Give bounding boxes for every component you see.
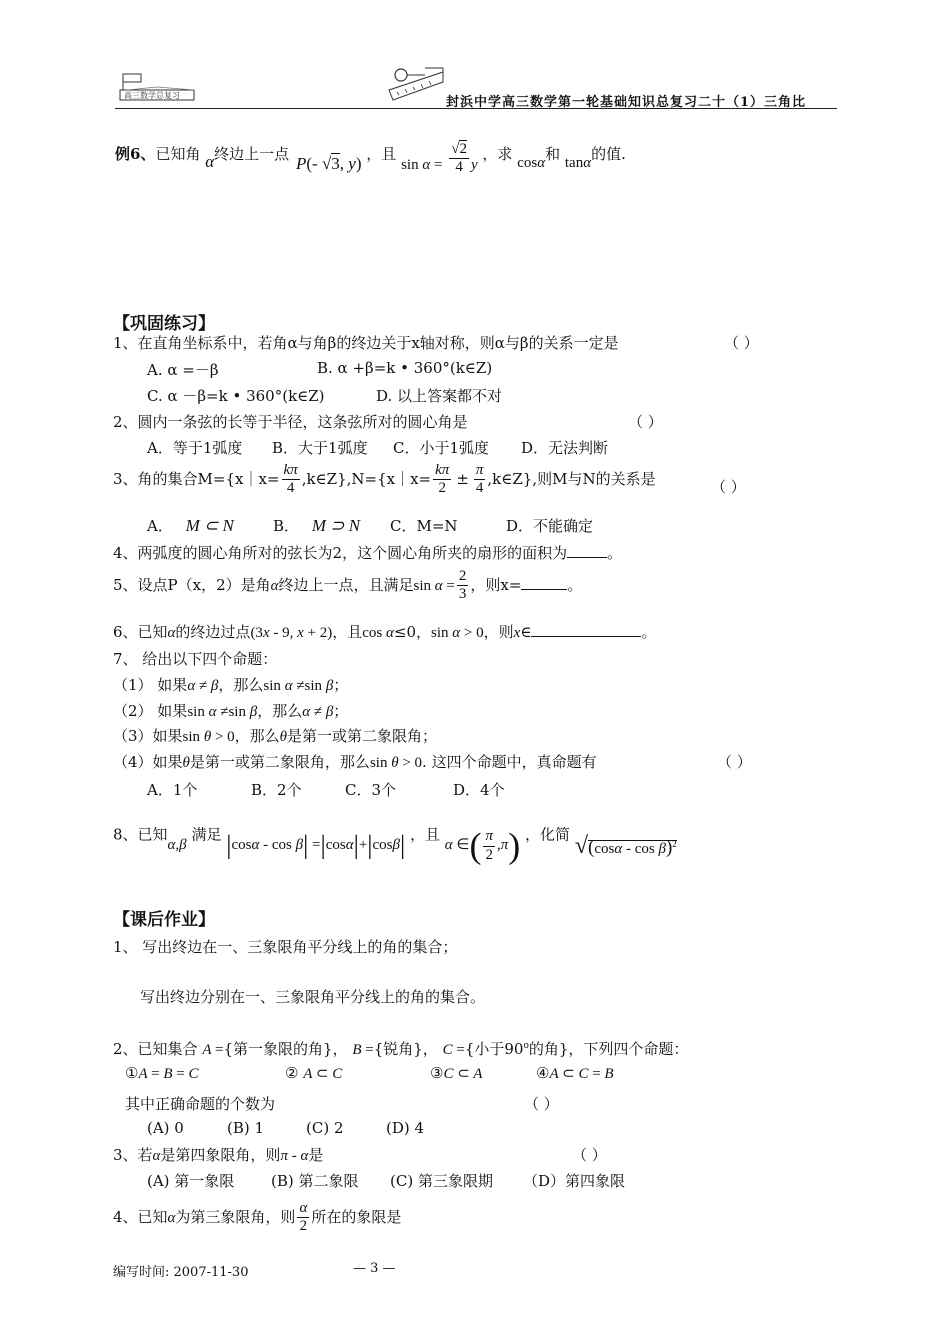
answer-blank[interactable] <box>521 575 567 590</box>
homework-q4: 4、已知α为第三象限角，则 $\frac{\alpha}{2}$ 所在的象限是 <box>113 1200 402 1235</box>
answer-blank[interactable] <box>567 543 607 558</box>
homework-q2-stem: 2、已知集合 A ={第一象限的角}， B ={锐角}， C ={小于90$^o$的角}，下列四个命题： <box>113 1040 689 1058</box>
hw-q2-option-2: ② A ⊂ C <box>285 1064 343 1082</box>
q7-proposition-4: （4）如果θ是第一或第二象限角，那么sin θ > 0. 这四个命题中，真命题有 <box>113 753 597 771</box>
hw-q2-option-4: ④A ⊂ C = B <box>536 1064 614 1082</box>
option-d: D. 以上答案都不对 <box>376 387 503 405</box>
math-sqrt-expr: √(cosα - cos β)$^2$ <box>574 833 677 860</box>
page-number: — 3 — <box>353 1261 396 1276</box>
footer-written-date: 编写时间: 2007-11-30 <box>113 1265 249 1280</box>
option-d: D．不能确定 <box>506 517 594 535</box>
practice-q5: 5、设点P（x，2）是角α终边上一点，且满足sin α = $\frac{2}{3}$ ，则x= 。 <box>113 568 583 603</box>
q3-text: ,k∈Z},则M与N的关系是 <box>487 469 656 488</box>
option-a: A．等于1弧度 <box>147 439 243 457</box>
practice-heading: 【巩固练习】 <box>113 314 215 334</box>
option-a: A．1个 <box>147 781 198 799</box>
math-alpha: α <box>205 151 215 171</box>
example-label: 例6、 <box>115 144 156 163</box>
q7-proposition-3: （3）如果sin θ > 0，那么θ是第一或第二象限角； <box>113 727 438 745</box>
math-sin-eq: sin α = <box>401 156 443 173</box>
answer-paren: （ ） <box>572 1146 607 1164</box>
answer-paren: （ ） <box>717 753 752 771</box>
example-text: ，且 <box>366 144 397 163</box>
option-d: D．无法判断 <box>521 439 609 457</box>
option-b: B. α +β=k • 360°(k∈Z) <box>317 359 493 377</box>
option-d: (D) 4 <box>386 1119 425 1137</box>
option-c: C．小于1弧度 <box>393 439 490 457</box>
option-b: B．大于1弧度 <box>272 439 368 457</box>
answer-paren: （ ） <box>524 1095 559 1113</box>
answer-paren: （ ） <box>724 334 759 352</box>
practice-q6: 6、已知α的终边过点(3x - 9, x + 2)，且cos α≤0，sin α > 0，则x∈ 。 <box>113 623 657 641</box>
option-d: （D）第四象限 <box>523 1172 626 1190</box>
option-b: (B) 1 <box>227 1119 265 1137</box>
example-text: ，求 <box>482 144 513 163</box>
practice-q4: 4、两弧度的圆心角所对的弦长为2，这个圆心角所夹的扇形的面积为 。 <box>113 544 623 562</box>
practice-q7-stem: 7、 给出以下四个命题： <box>113 650 278 668</box>
example-text: 的值. <box>591 144 626 163</box>
practice-q2-stem: 2、圆内一条弦的长等于半径，这条弦所对的圆心角是 <box>113 413 468 431</box>
math-cos: cosα <box>517 154 546 171</box>
answer-paren: （ ） <box>628 413 663 431</box>
math-point-expr: (3x - 9, x + 2) <box>250 625 333 641</box>
header-rule <box>115 108 837 109</box>
option-c: C. α －β=k • 360°(k∈Z) <box>147 387 325 405</box>
example-text: 已知角 <box>155 144 201 163</box>
example-text: 和 <box>545 144 561 163</box>
option-c: (C) 2 <box>306 1119 344 1137</box>
option-a: (A) 0 <box>147 1119 184 1137</box>
option-c: C．3个 <box>345 781 397 799</box>
q3-text: 3、角的集合M={x｜x= <box>113 469 280 488</box>
math-frac-kpi-over-4: $\frac{k\pi}{4}$ <box>283 462 298 497</box>
math-frac-kpi-over-2: $\frac{k\pi}{2}$ <box>435 462 450 497</box>
math-frac-2-over-3: $\frac{2}{3}$ <box>458 568 467 603</box>
math-frac-pi-over-4: $\frac{\pi}{4}$ <box>475 462 484 497</box>
math-interval: α ∈( $\frac{\pi}{2}$ ,π) <box>444 826 521 866</box>
option-a: A. α =－β <box>147 361 219 379</box>
option-b: B． M ⊃ N <box>273 516 361 535</box>
option-c: C．M=N <box>390 517 458 535</box>
logo-caption: 高三数学总复习 <box>124 91 180 100</box>
option-c: (C) 第三象限期 <box>390 1172 493 1190</box>
math-point: P(- √3, y) <box>295 153 362 173</box>
answer-blank[interactable] <box>531 622 641 637</box>
header-title: 封浜中学高三数学第一轮基础知识总复习二十（1）三角比 <box>446 95 807 110</box>
homework-q1b: 写出终边分别在一、三象限角平分线上的角的集合。 <box>140 988 486 1006</box>
practice-q1-stem: 1、在直角坐标系中，若角α与角β的终边关于x轴对称，则α与β的关系一定是 <box>113 334 619 352</box>
homework-q3-stem: 3、若α是第四象限角，则π - α是 <box>113 1146 324 1164</box>
practice-q3: 3、角的集合M={x｜x= $\frac{k\pi}{4}$ ,k∈Z},N={x｜x= $\frac{k\pi}{2}$ ± $\frac{\pi}{4}$ ,k∈Z},则M与N的关系是 <box>113 462 656 497</box>
q7-proposition-1: （1） 如果α ≠ β，那么sin α ≠sin β； <box>113 676 349 694</box>
answer-paren: （ ） <box>711 478 746 496</box>
math-abs-expr: |cosα - cos β| =|cosα|+|cosβ| <box>226 831 406 860</box>
option-b: (B) 第二象限 <box>271 1172 359 1190</box>
ruler-compass-icon <box>385 66 447 106</box>
option-a: (A) 第一象限 <box>147 1172 235 1190</box>
example-6: 例6、已知角 α终边上一点 P(- √3, y) ，且 sin α = $\frac{√2}{4}$ y ，求 cosα和 tanα的值. <box>115 141 626 176</box>
q7-proposition-2: （2） 如果sin α ≠sin β，那么α ≠ β； <box>113 702 349 720</box>
math-frac-root2-over-4: $\frac{√2}{4}$ <box>451 141 467 176</box>
example-text: 终边上一点 <box>214 144 290 163</box>
option-d: D．4个 <box>453 781 505 799</box>
hw-q2-option-1: ①A = B = C <box>125 1064 199 1082</box>
hw-q2-ask: 其中正确命题的个数为 <box>125 1095 276 1113</box>
math-tan: tanα <box>564 154 592 171</box>
practice-q8: 8、已知α,β 满足 |cosα - cos β| =|cosα|+|cosβ| ，且 α ∈( $\frac{\pi}{2}$ ,π) ，化简 √(cosα - cos β)$^2$ <box>113 825 677 866</box>
homework-heading: 【课后作业】 <box>113 910 215 930</box>
homework-q1: 1、 写出终边在一、三象限角平分线上的角的集合； <box>113 938 458 956</box>
option-b: B．2个 <box>251 781 302 799</box>
option-a: A． M ⊂ N <box>147 516 234 535</box>
math-frac-alpha-over-2: $\frac{\alpha}{2}$ <box>299 1200 308 1235</box>
q3-text: ,k∈Z},N={x｜x= <box>301 469 432 488</box>
hw-q2-option-3: ③C ⊂ A <box>430 1064 483 1082</box>
